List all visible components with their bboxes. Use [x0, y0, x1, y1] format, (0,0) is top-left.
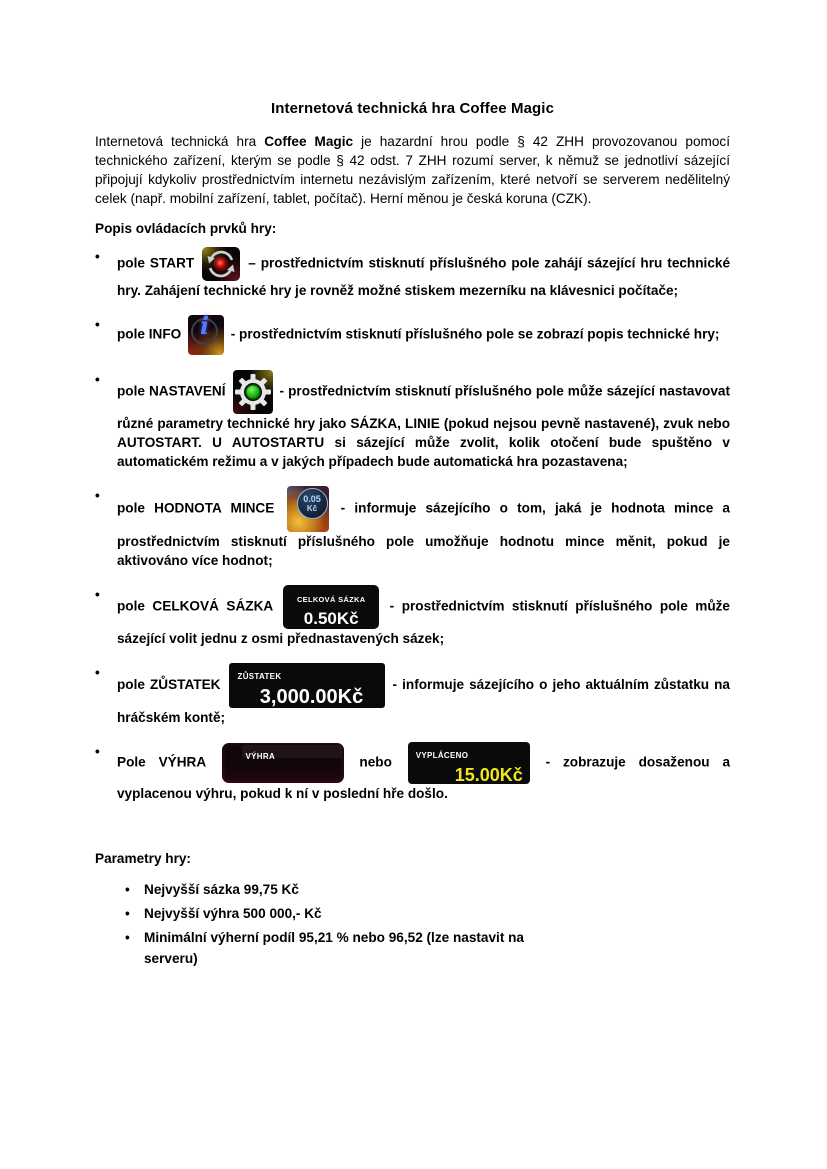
win-label: VÝHRA	[245, 752, 276, 761]
info-i-glyph: i	[199, 311, 210, 340]
coin-value-circle	[297, 488, 328, 519]
list-item-settings	[95, 370, 730, 471]
parameter-text: Nejvyšší sázka 99,75 Kč	[144, 882, 299, 897]
settings-item-pre: pole NASTAVENÍ	[117, 383, 230, 399]
balance-display	[229, 663, 385, 708]
balance-value: 3,000.00Kč	[259, 686, 364, 708]
parameter-item-max-win	[125, 903, 730, 924]
win-display	[222, 743, 344, 783]
win-item-mid: nebo	[346, 754, 405, 770]
intro-paragraph	[95, 132, 730, 208]
parameter-text: Nejvyšší výhra 500 000,- Kč	[144, 906, 322, 921]
controls-section-heading: Popis ovládacích prvků hry:	[95, 221, 277, 236]
bullet-marker	[125, 903, 144, 924]
balance-item-post: - informuje sázejícího o jeho aktuálním zůstatku na hráčském kontě;	[117, 677, 730, 725]
payout-display	[408, 742, 530, 784]
settings-item-text	[117, 370, 730, 471]
bullet-marker	[95, 585, 117, 648]
parameters-list	[125, 879, 730, 969]
parameter-item-rtp	[125, 927, 730, 969]
coin-item-pre: pole HODNOTA MINCE	[117, 500, 284, 516]
bullet-marker	[95, 486, 117, 570]
start-icon	[202, 247, 240, 281]
info-item-pre: pole INFO	[117, 326, 185, 342]
bullet-marker	[125, 927, 144, 969]
total-bet-item-text	[117, 585, 730, 648]
total-bet-value: 0.50Kč	[303, 609, 359, 628]
payout-label: VYPLÁCENO	[415, 751, 469, 760]
intro-text-2: je hazardní hrou podle § 42 ZHH provozovanou pomocí technického zařízení, kterým se podle § 42 odst. 7 ZHH rozumí server, k němuž se jednotliví sázející připojují kdykoliv prostřednictvím internetu nezávislým zařízením, které netvoří se serverem nedělitelný celek (např. mobilní zařízení, tablet, počítač). Herní měnou je česká koruna (CZK).	[95, 134, 730, 206]
coin-value-icon	[287, 486, 329, 532]
coin-item-post: - informuje sázejícího o tom, jaká je hodnota mince a prostřednictvím stisknutí příslušného pole umožňuje hodnotu mince měnit, pokud je aktivováno více hodnot;	[117, 500, 730, 568]
coin-item-text	[117, 486, 730, 570]
bullet-marker	[95, 247, 117, 300]
info-icon	[188, 311, 224, 355]
game-name-bold: Coffee Magic	[264, 134, 354, 149]
list-item-start	[95, 247, 730, 300]
total-bet-display	[283, 585, 379, 629]
balance-item-pre: pole ZŮSTATEK	[117, 677, 226, 693]
total-bet-label: CELKOVÁ SÁZKA	[296, 595, 366, 604]
parameters-section-heading: Parametry hry:	[95, 851, 191, 866]
parameter-item-max-bet	[125, 879, 730, 900]
start-item-text	[117, 247, 730, 300]
list-item-total-bet	[95, 585, 730, 648]
info-item-text	[117, 311, 730, 355]
bullet-marker	[95, 370, 117, 471]
settings-gear-icon	[233, 370, 273, 414]
balance-label: ZŮSTATEK	[237, 672, 282, 681]
bullet-marker	[125, 879, 144, 900]
list-item-coin	[95, 486, 730, 570]
bullet-marker	[95, 663, 117, 727]
win-item-text	[117, 742, 730, 803]
payout-value: 15.00Kč	[454, 765, 523, 785]
start-item-pre: pole START	[117, 255, 200, 271]
list-item-win	[95, 742, 730, 803]
win-item-post: - zobrazuje dosaženou a vyplacenou výhru, pokud k ní v poslední hře došlo.	[117, 754, 730, 801]
list-item-info	[95, 311, 730, 355]
intro-text-1: Internetová technická hra	[95, 134, 265, 149]
total-bet-item-post: - prostřednictvím stisknutí příslušného pole může sázející volit jednu z osmi přednastavených sázek;	[117, 598, 730, 646]
list-item-balance	[95, 663, 730, 727]
parameter-text: Minimální výherní podíl 95,21 % nebo 96,52 (lze nastavit na serveru)	[144, 930, 524, 966]
bullet-marker	[95, 742, 117, 803]
coin-currency-text: Kč	[306, 503, 318, 513]
bullet-marker	[95, 315, 117, 355]
win-item-pre: Pole VÝHRA	[117, 754, 219, 770]
coin-value-text: 0.05	[303, 493, 321, 504]
balance-item-text	[117, 663, 730, 727]
info-item-post: - prostřednictvím stisknutí příslušného pole se zobrazí popis technické hry;	[226, 326, 720, 342]
total-bet-item-pre: pole CELKOVÁ SÁZKA	[117, 598, 281, 614]
settings-item-post: - prostřednictvím stisknutí příslušného pole může sázející nastavovat různé parametry technické hry jako SÁZKA, LINIE (pokud nejsou pevně nastavené), zvuk nebo AUTOSTART. U AUTOSTARTU si sázející může zvolit, kolik otočení bude spuštěno v automatickém režimu a v jakých případech bude automatická hra pozastavena;	[117, 383, 730, 469]
page-title: Internetová technická hra Coffee Magic	[270, 100, 555, 117]
start-item-post: – prostřednictvím stisknutí příslušného pole zahájí sázející hru technické hry. Zahájení technické hry je rovněž možné stiskem mezerníku na klávesnici počítače;	[117, 255, 730, 298]
